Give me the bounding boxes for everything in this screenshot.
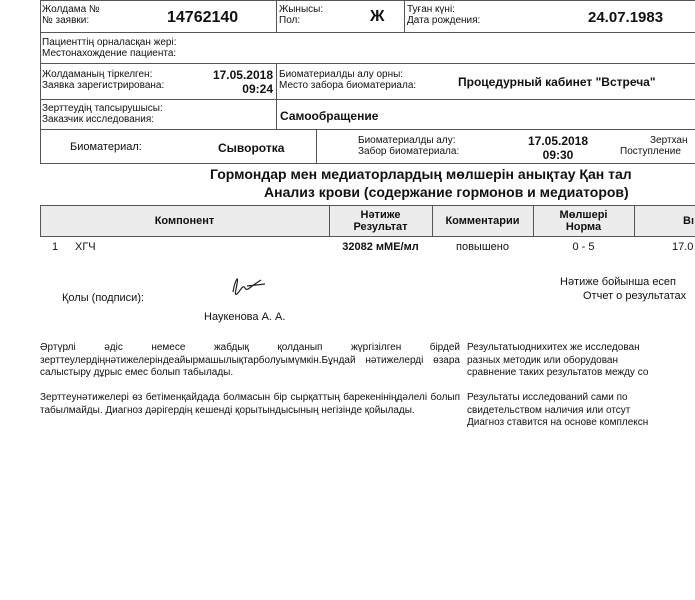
lab-receipt-label: Зертхан Поступление — [620, 135, 688, 157]
report-title-kz: Нәтиже бойынша есеп — [560, 276, 677, 288]
row-comment: повышено — [456, 241, 509, 253]
signature-label: Қолы (подписи): — [62, 292, 145, 304]
grid-line — [40, 0, 41, 163]
title-ru: Анализ крови (содержание гормонов и медиаторов) — [264, 184, 629, 200]
column-header-component: Компонент — [154, 215, 215, 227]
grid-line — [404, 0, 405, 32]
title-kz: Гормондар мен медиаторлардың мөлшерін анықтау Қан тал — [210, 166, 632, 182]
report-title-ru: Отчет о результатах — [583, 290, 687, 302]
customer-label: Зерттеудің тапсырушысы: Заказчик исследования: — [42, 103, 163, 125]
disclaimer-kz-1: Әртүрлі әдіс немесе жабдық қолданып жүргізілген бірдей зерттеулердіңнәтижелеріндеайырмашылықтарболуымүмкін.Бұндай нәтижелерді өзара салыстыру дұрыс емес болып табылады. — [40, 342, 460, 378]
disclaimer-ru-2: Результаты исследований сами по свидетельством наличия или отсут Диагноз ставится на основе комплексн — [467, 392, 649, 428]
order-number-label: Жолдама № № заявки: — [42, 4, 100, 26]
sex-value: Ж — [370, 8, 385, 25]
order-number: 14762140 — [167, 9, 239, 26]
collection-place-label: Биоматериалды алу орны: Место забора биоматериала: — [279, 69, 417, 91]
column-header-comment: Комментарии — [445, 215, 520, 227]
grid-line — [316, 129, 317, 163]
grid-line — [40, 236, 695, 237]
registration-label: Жолдаманың тіркелген: Заявка зарегистрирована: — [42, 69, 165, 91]
row-component: ХГЧ — [75, 241, 96, 253]
collection-label: Биоматериалды алу: Забор биоматериала: — [358, 135, 460, 157]
grid-line — [40, 163, 695, 164]
patient-location-label: Пациенттің орналасқан жері: Местонахождение пациента: — [42, 37, 177, 59]
grid-line — [276, 0, 277, 32]
dob-label: Туған күні: Дата рождения: — [407, 4, 481, 26]
grid-line — [40, 32, 695, 33]
row-number: 1 — [52, 241, 59, 253]
collection-datetime: 17.05.2018 09:30 — [527, 134, 589, 162]
sex-label: Жынысы: Пол: — [279, 4, 324, 26]
column-header-extra: Вı — [683, 215, 694, 227]
signature-scribble — [225, 270, 275, 302]
row-norm: 0 - 5 — [572, 241, 595, 253]
registration-datetime: 17.05.2018 09:24 — [212, 68, 273, 96]
column-header-norm: Мөлшері Норма — [559, 209, 608, 233]
grid-line — [40, 99, 695, 100]
grid-line — [40, 0, 695, 1]
disclaimer-ru-1: Результатыоднихитех же исследован разных методик или оборудован сравнение таких результатов между со — [467, 342, 649, 378]
row-extra: 17.0 — [672, 241, 694, 253]
biomaterial-value: Сыворотка — [218, 141, 285, 155]
grid-line — [276, 99, 277, 129]
grid-line — [276, 63, 277, 99]
collection-place: Процедурный кабинет "Встреча" — [458, 75, 656, 89]
signer-name: Наукенова А. А. — [204, 311, 286, 323]
row-result: 32082 мМЕ/мл — [342, 241, 419, 253]
biomaterial-label: Биоматериал: — [70, 141, 142, 153]
grid-line — [40, 129, 695, 130]
grid-line — [40, 63, 695, 64]
grid-line — [40, 205, 695, 206]
column-header-result: Нәтиже Результат — [353, 209, 408, 233]
customer-value: Самообращение — [280, 109, 379, 123]
dob-value: 24.07.1983 — [588, 9, 664, 26]
disclaimer-kz-2: Зерттеунәтижелері өз бетіменқайдада болмасын бір сырқаттың барекенініңдәлелі болып табылмайды. Диагноз дәрігердің кешенді қорытындысының негізінде қойылады. — [40, 392, 460, 416]
grid-line — [634, 205, 635, 236]
